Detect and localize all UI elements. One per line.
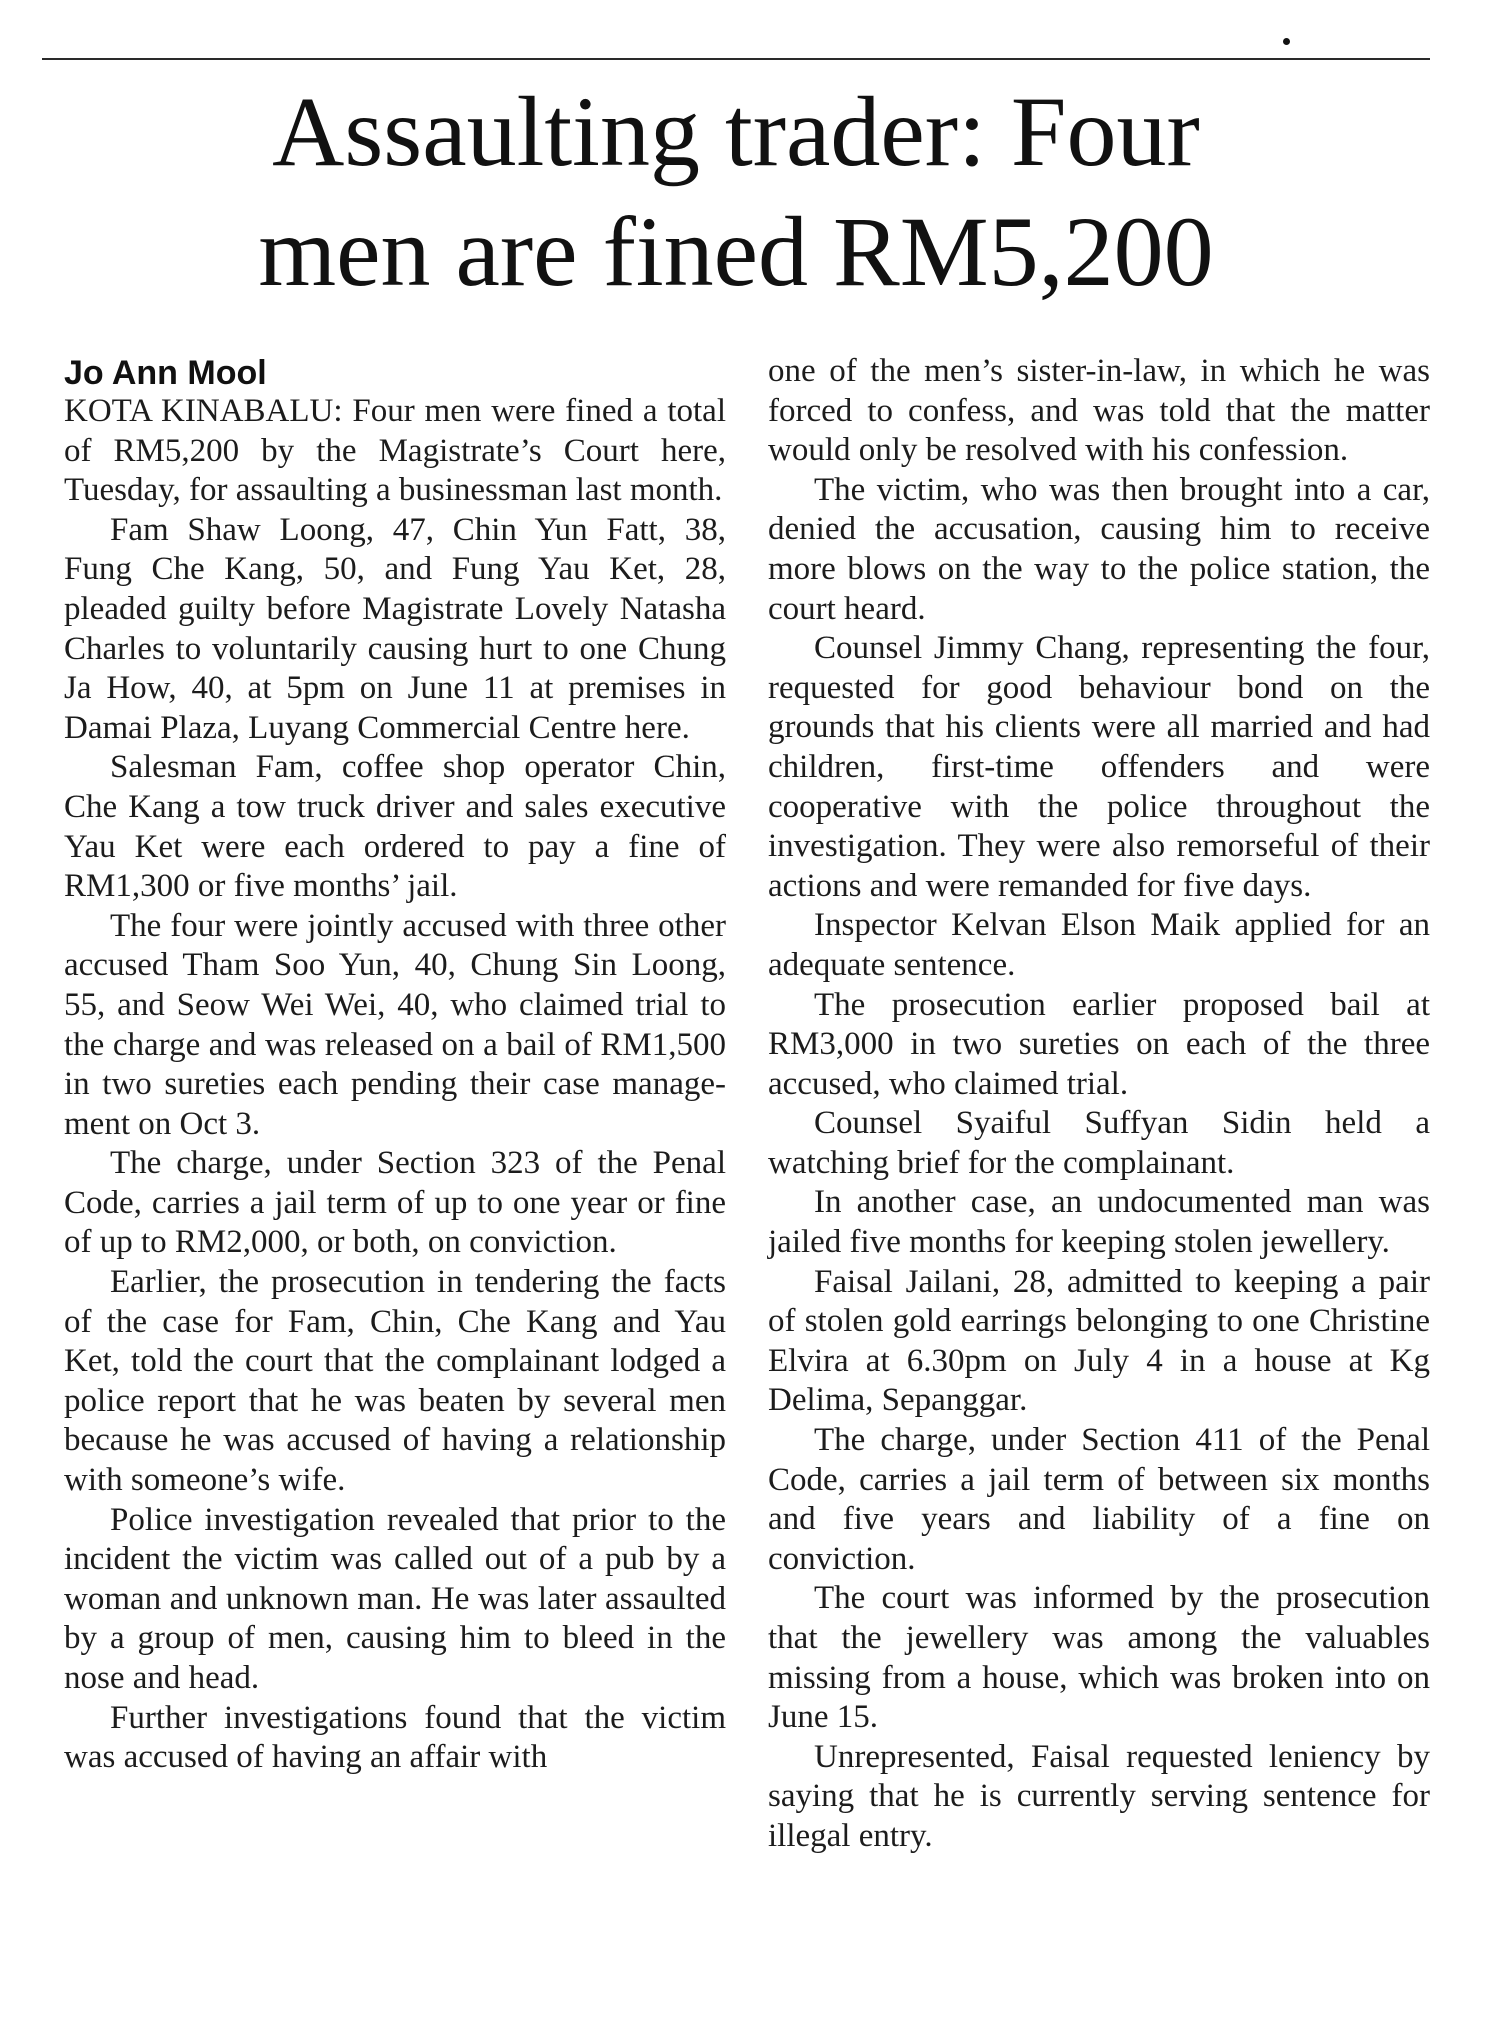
paragraph: Inspector Kelvan Elson Maik applied for an adequate sentence.	[768, 907, 1430, 983]
corner-dot-mark	[1283, 38, 1290, 45]
headline-line-1: Assaulting trader: Four	[272, 76, 1200, 187]
paragraph: Counsel Syaiful Suffyan Sidin held a watching brief for the complainant.	[768, 1105, 1430, 1181]
paragraph: Further investigations found that the victim was accused of having an affair with	[64, 1699, 726, 1776]
paragraph: Earlier, the prosecution in tendering the facts of the case for Fam, Chin, Che Kang and Yau Ket, told the court that the complainant lodged a police report that he was beaten by several men because he was accused of having a relationship with someone’s wife.	[64, 1264, 726, 1499]
paragraph: Unrepresented, Faisal requested leniency by saying that he is currently serving sentence for illegal entry.	[768, 1738, 1430, 1854]
top-rule-divider	[42, 58, 1430, 60]
right-column	[768, 352, 1430, 1857]
paragraph: The four were jointly accused with three other accused Tham Soo Yun, 40, Chung Sin Loong, 55, and Seow Wei Wei, 40, who claimed trial to the charge and was released on a bail of RM1,500 in two sureties each pending their case management on Oct 3.	[64, 907, 726, 1142]
paragraph: Salesman Fam, coffee shop operator Chin, Che Kang a tow truck driver and sales executive Yau Ket were each ordered to pay a fine of RM1,300 or five months’ jail.	[64, 749, 726, 905]
paragraph: In another case, an undocumented man was jailed five months for keeping stolen jewellery.	[768, 1184, 1430, 1261]
headline	[42, 72, 1430, 312]
paragraph: Police investigation revealed that prior to the incident the victim was called out of a pub by a woman and unknown man. He was later assaulted by a group of men, causing him to bleed in the nose and head.	[64, 1501, 726, 1696]
headline-line-2: men are fined RM5,200	[258, 196, 1214, 307]
paragraph: Counsel Jimmy Chang, representing the four, requested for good behaviour bond on the grounds that his clients were all married and had children, first-time offenders and were cooperative with the police throughout the investigation. They were also remorseful of their actions and were remanded for five days.	[768, 630, 1430, 904]
paragraph: The victim, who was then brought into a car, denied the accusation, causing him to receive more blows on the way to the police station, the court heard.	[768, 471, 1430, 627]
paragraph: Faisal Jailani, 28, admitted to keeping a pair of stolen gold earrings belonging to one Christine Elvira at 6.30pm on July 4 in a house at Kg Delima, Sepanggar.	[768, 1263, 1430, 1419]
continued-paragraph: one of the men’s sister-in-law, in which he was forced to confess, and was told that the matter would only be resolved with his confession.	[768, 353, 1430, 469]
paragraph: The court was informed by the prosecution that the jewellery was among the valuables missing from a house, which was broken into on June 15.	[768, 1580, 1430, 1736]
paragraph: The prosecution earlier proposed bail at RM3,000 in two sureties on each of the three accused, who claimed trial.	[768, 986, 1430, 1102]
byline: Jo Ann Mool	[64, 354, 267, 392]
paragraph: The charge, under Section 411 of the Penal Code, carries a jail term of between six months and five years and liability of a fine on conviction.	[768, 1422, 1430, 1577]
left-column	[64, 352, 726, 1778]
paragraph: Fam Shaw Loong, 47, Chin Yun Fatt, 38, Fung Che Kang, 50, and Fung Yau Ket, 28, pleaded guilty before Magistrate Lovely Natasha Charles to voluntarily causing hurt to one Chung Ja How, 40, at 5pm on June 11 at premises in Damai Plaza, Luyang Commercial Centre here.	[64, 511, 726, 746]
paragraph: The charge, under Section 323 of the Penal Code, carries a jail term of up to one year or fine of up to RM2,000, or both, on conviction.	[64, 1145, 726, 1261]
lead-paragraph: KOTA KINABALU: Four men were fined a total of RM5,200 by the Magistrate’s Court here, Tuesday, for assaulting a businessman last month.	[64, 393, 726, 509]
